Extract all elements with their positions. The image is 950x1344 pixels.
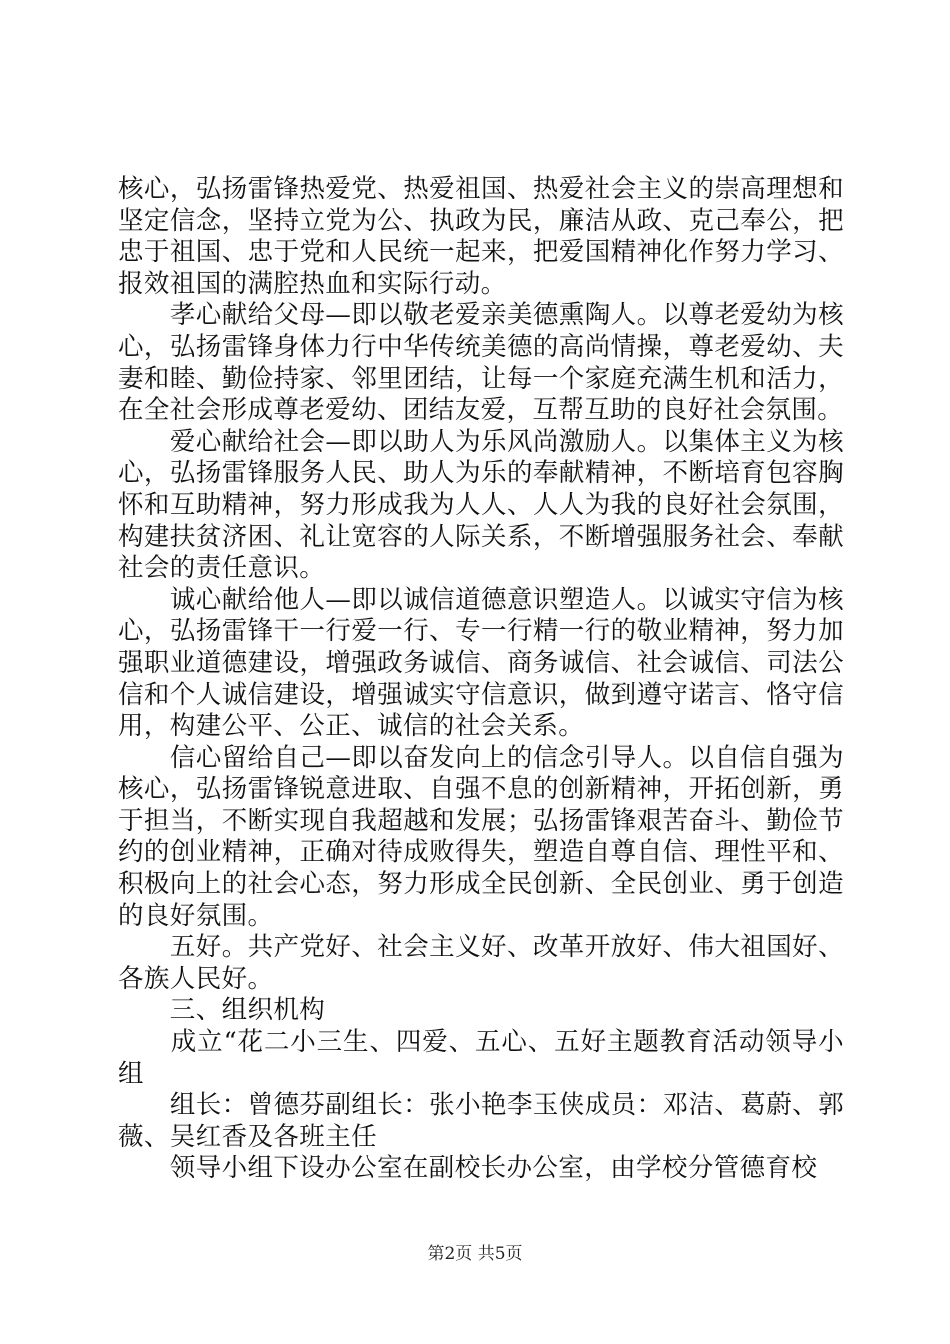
paragraph-filial-heart: 孝心献给父母—即以敬老爱亲美德熏陶人。以尊老爱幼为核心，弘扬雷锋身体力行中华传统美德的高尚情操，尊老爱幼、夫妻和睦、勤俭持家、邻里团结，让每一个家庭充满生机和活力，在全社会形成尊老爱幼、团结友爱，互帮互助的良好社会氛围。	[118, 300, 844, 426]
paragraph-sincerity: 诚心献给他人—即以诚信道德意识塑造人。以诚实守信为核心，弘扬雷锋干一行爱一行、专一行精一行的敬业精神，努力加强职业道德建设，增强政务诚信、商务诚信、社会诚信、司法公信和个人诚信建设，增强诚实守信意识，做到遵守诺言、恪守信用，构建公平、公正、诚信的社会关系。	[118, 584, 844, 742]
document-body	[118, 174, 844, 1185]
paragraph-establish-group: 成立“花二小三生、四爱、五心、五好主题教育活动领导小组	[118, 1027, 844, 1089]
paragraph-five-goods: 五好。共产党好、社会主义好、改革开放好、伟大祖国好、各族人民好。	[118, 932, 844, 994]
section-heading-organization: 三、组织机构	[118, 995, 326, 1026]
paragraph-office: 领导小组下设办公室在副校长办公室，由学校分管德育校	[118, 1153, 818, 1184]
paragraph-love-society: 爱心献给社会—即以助人为乐风尚激励人。以集体主义为核心，弘扬雷锋服务人民、助人为乐的奉献精神，不断培育包容胸怀和互助精神，努力形成我为人人、人人为我的良好社会氛围，构建扶贫济困、礼让宽容的人际关系，不断增强服务社会、奉献社会的责任意识。	[118, 426, 844, 584]
paragraph-confidence: 信心留给自己—即以奋发向上的信念引导人。以自信自强为核心，弘扬雷锋锐意进取、自强不息的创新精神，开拓创新，勇于担当，不断实现自我超越和发展；弘扬雷锋艰苦奋斗、勤俭节约的创业精神，正确对待成败得失，塑造自尊自信、理性平和、积极向上的社会心态，努力形成全民创新、全民创业、勇于创造的良好氛围。	[118, 742, 844, 931]
page-number-footer: 第2页 共5页	[427, 1244, 523, 1264]
paragraph-continuation: 核心，弘扬雷锋热爱党、热爱祖国、热爱社会主义的崇高理想和坚定信念，坚持立党为公、执政为民，廉洁从政、克己奉公，把忠于祖国、忠于党和人民统一起来，把爱国精神化作努力学习、报效祖国的满腔热血和实际行动。	[118, 174, 844, 299]
paragraph-group-members: 组长：曾德芬副组长：张小艳李玉侠成员：邓洁、葛蔚、郭薇、吴红香及各班主任	[118, 1090, 844, 1152]
